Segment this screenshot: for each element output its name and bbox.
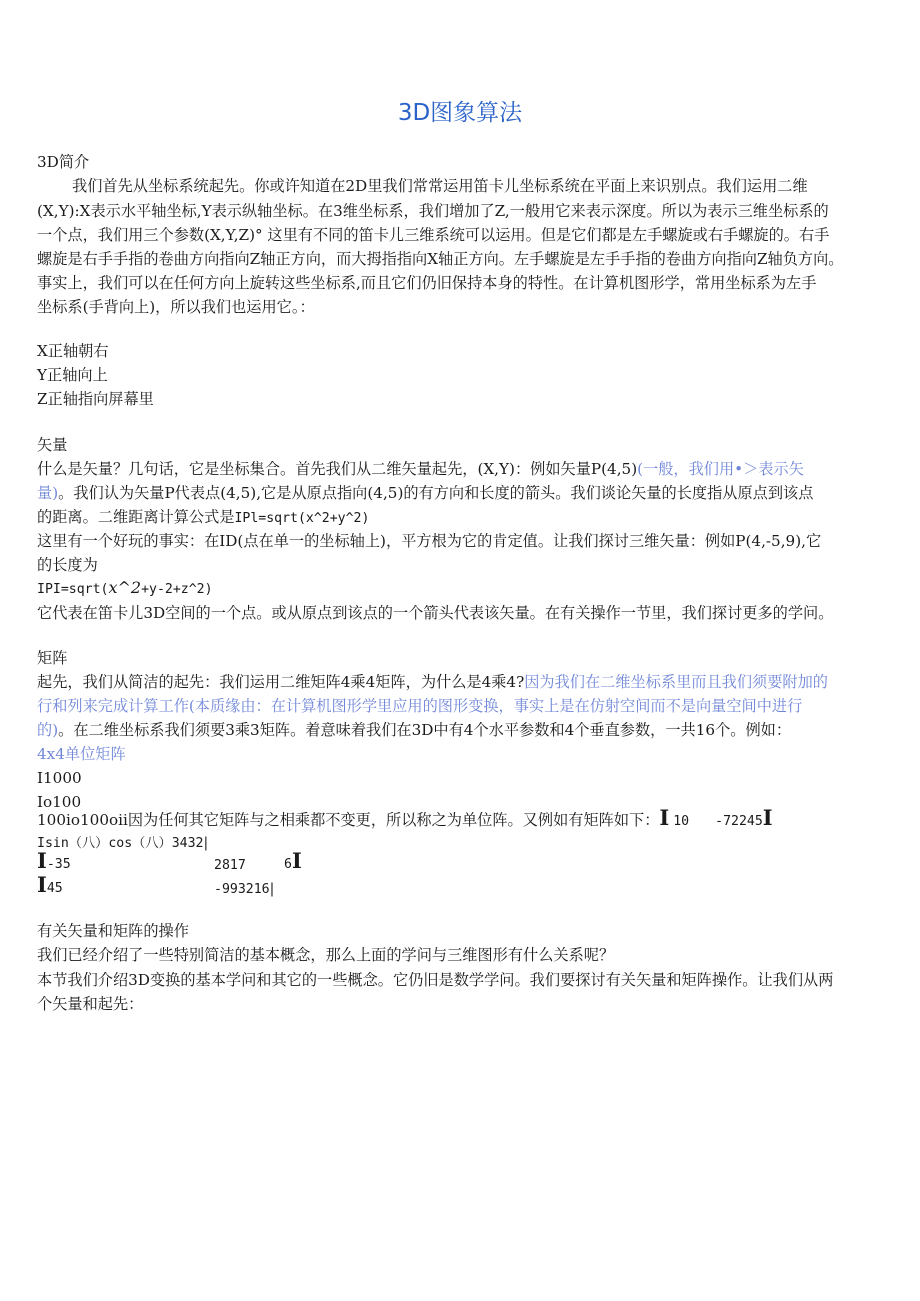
paragraph-line xyxy=(37,482,813,504)
section-heading-operations: 有关矢量和矩阵的操作 xyxy=(37,922,189,940)
text-run: 。我们认为矢量P代表点(4,5),它是从原点指向(4,5)的有方向和长度的箭头。我们谈论矢量的长度指从原点到该点 xyxy=(58,484,814,502)
paragraph-line: 的长度为 xyxy=(37,556,98,574)
formula-part: IPI=sqrt( xyxy=(37,582,109,597)
identity-matrix-label: 4x4单位矩阵 xyxy=(37,745,126,763)
highlight-text: 的) xyxy=(37,721,59,739)
matrix-cell: 45 xyxy=(46,881,63,896)
matrix-bracket: I xyxy=(659,805,670,830)
paragraph-line xyxy=(37,506,369,530)
matrix-cell: -35 xyxy=(46,857,71,872)
axis-description: X正轴朝右 xyxy=(37,342,109,360)
paragraph-line: (X,Y):X表示水平轴坐标,Y表示纵轴坐标。在3维坐标系，我们增加了Z,一般用它来表示深度。所以为表示三维坐标系的 xyxy=(37,202,829,220)
highlight-text: 量) xyxy=(37,484,59,502)
matrix-cell: -993216 xyxy=(214,882,270,897)
matrix-row xyxy=(37,874,63,900)
matrix-bracket: I xyxy=(37,848,47,873)
formula-part: +y-2+z^2) xyxy=(141,582,213,597)
section-heading-matrix: 矩阵 xyxy=(37,649,68,667)
matrix-bracket: I xyxy=(291,848,302,873)
matrix-bracket: I xyxy=(37,872,47,897)
axis-description: Y正轴向上 xyxy=(37,366,108,384)
matrix-bracket: I xyxy=(762,805,773,830)
paragraph-line: 它代表在笛卡儿3D空间的一个点。或从原点到该点的一个箭头代表该矢量。在有关操作一节里，我们探讨更多的学问。 xyxy=(37,604,834,622)
matrix-row-end xyxy=(284,850,302,876)
paragraph-line: 我们已经介绍了一些特别简洁的基本概念，那么上面的学问与三维图形有什么关系呢？ xyxy=(37,946,615,964)
paragraph-line: 螺旋是右手手指的卷曲方向指向Z轴正方向，而大拇指指向X轴正方向。左手螺旋是左手手指的卷曲方向指向Z轴负方向。 xyxy=(37,250,844,268)
paragraph-line: 事实上，我们可以在任何方向上旋转这些坐标系,而且它们仍旧保持本身的特性。在计算机图形学，常用坐标系为左手 xyxy=(37,274,817,292)
paragraph-line xyxy=(37,458,804,480)
matrix-bracket: | xyxy=(269,881,275,897)
paragraph-line: 行和列来完成计算工作(本质缘由：在计算机图形学里应用的图形变换，事实上是在仿射空间而不是向量空间中进行 xyxy=(37,697,803,715)
paragraph-line: 一个点，我们用三个参数(X,Y,Z)° 这里有不同的笛卡儿三维系统可以运用。但是它们都是左手螺旋或右手螺旋的。右手 xyxy=(37,226,830,244)
matrix-bracket: | xyxy=(203,835,209,851)
matrix-cell: -72245 xyxy=(715,814,763,829)
paragraph-line: 这里有一个好玩的事实：在ID(点在单一的坐标轴上)，平方根为它的肯定值。让我们探讨三维矢量：例如P(4,-5,9),它 xyxy=(37,532,822,550)
matrix-row: I1000 xyxy=(37,769,82,787)
text-run: 。在二维坐标系我们须要3乘3矩阵。着意味着我们在3D中有4个水平参数和4个垂直参数，一共16个。例如： xyxy=(58,721,792,739)
matrix-cell: Isin（八）cos（八）3432 xyxy=(37,836,204,851)
axis-description: Z正轴指向屏幕里 xyxy=(37,390,154,408)
paragraph-line: 本节我们介绍3D变换的基本学问和其它的一些概念。它仍旧是数学学问。我们要探讨有关矢量和矩阵操作。让我们从两 xyxy=(37,971,834,989)
paragraph-line xyxy=(37,719,791,741)
paragraph-line xyxy=(37,807,773,833)
formula-part: x^2 xyxy=(108,578,142,597)
matrix-row-end xyxy=(214,877,274,901)
section-heading-intro: 3D简介 xyxy=(37,153,90,171)
text-run: 的距离。二维距离计算公式是 xyxy=(37,508,235,526)
paragraph-line xyxy=(37,671,828,693)
matrix-cell: 2817 xyxy=(214,858,246,873)
highlight-text: 因为我们在二维坐标系里而且我们须要附加的 xyxy=(524,673,828,691)
matrix-cell: 6 xyxy=(284,857,292,872)
text-run: 100io100oii因为任何其它矩阵与之相乘都不变更，所以称之为单位阵。又例如有矩阵如下： xyxy=(37,811,660,829)
highlight-text: (一般，我们用•＞表示矢 xyxy=(637,460,804,478)
formula-2d-distance: IPl=sqrt(x^2+y^2) xyxy=(234,511,370,526)
formula-3d-length xyxy=(37,577,213,601)
text-run: 什么是矢量？几句话，它是坐标集合。首先我们从二维矢量起先，(X,Y)：例如矢量P(4,5) xyxy=(37,460,638,478)
matrix-cell: 10 xyxy=(673,814,690,829)
text-run: 起先，我们从简洁的起先：我们运用二维矩阵4乘4矩阵，为什么是4乘4? xyxy=(37,673,525,691)
paragraph-line: 我们首先从坐标系统起先。你或许知道在2D里我们常常运用笛卡儿坐标系统在平面上来识别点。我们运用二维 xyxy=(72,177,808,195)
section-heading-vector: 矢量 xyxy=(37,436,68,454)
matrix-row: Io100 xyxy=(37,793,82,811)
page-title: 3D图象算法 xyxy=(397,100,523,126)
paragraph-line: 个矢量和起先： xyxy=(37,995,144,1013)
paragraph-line: 坐标系(手背向上)，所以我们也运用它。： xyxy=(37,298,315,316)
